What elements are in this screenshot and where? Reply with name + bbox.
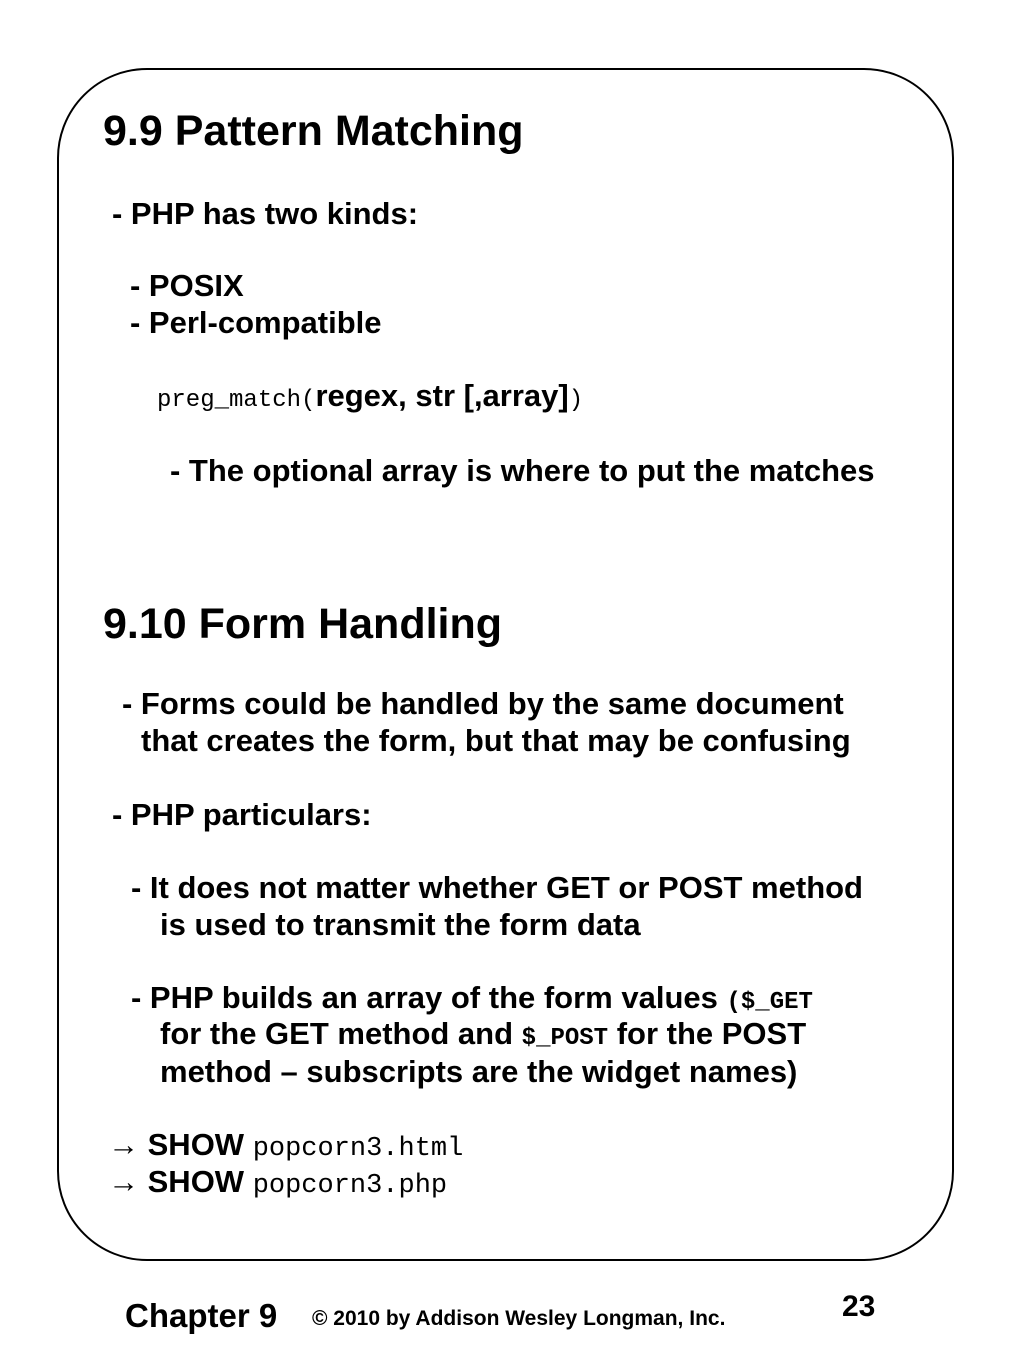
text-php-particulars: - PHP particulars:	[112, 797, 372, 832]
text-builds-array-line3: method – subscripts are the widget names)	[160, 1054, 798, 1089]
builds-array-text: - PHP builds an array of the form values	[131, 980, 727, 1015]
show-popcorn-html	[108, 1127, 463, 1164]
arrow-right-icon: →	[108, 1164, 139, 1199]
text-builds-array-line2	[160, 1016, 806, 1052]
show-label: SHOW	[147, 1164, 253, 1199]
heading-pattern-matching: 9.9 Pattern Matching	[103, 107, 524, 155]
show-popcorn-php	[108, 1164, 447, 1201]
text-optional-array: - The optional array is where to put the matches	[170, 453, 875, 488]
footer-copyright: © 2010 by Addison Wesley Longman, Inc.	[312, 1307, 726, 1330]
footer-chapter: Chapter 9	[125, 1297, 278, 1334]
get-method-text: for the GET method and	[160, 1016, 522, 1051]
preg-match-args: regex, str [,array]	[315, 378, 569, 413]
text-forms-line2: that creates the form, but that may be confusing	[141, 723, 851, 758]
preg-match-func: preg_match(	[157, 387, 316, 414]
text-php-two-kinds: - PHP has two kinds:	[112, 196, 419, 231]
footer-page-number: 23	[842, 1290, 876, 1323]
popcorn-php-file: popcorn3.php	[252, 1171, 448, 1201]
popcorn-html-file: popcorn3.html	[252, 1134, 464, 1164]
preg-match-close: )	[568, 387, 584, 414]
post-code: $_POST	[521, 1025, 609, 1052]
get-code: ($_GET	[726, 989, 813, 1016]
text-get-post-line2: is used to transmit the form data	[160, 907, 641, 942]
show-label: SHOW	[147, 1127, 253, 1162]
post-method-text: for the POST	[608, 1016, 807, 1051]
arrow-right-icon: →	[108, 1127, 139, 1162]
text-builds-array-line1	[131, 980, 813, 1016]
heading-form-handling: 9.10 Form Handling	[103, 600, 503, 648]
text-perl-compatible: - Perl-compatible	[130, 305, 382, 340]
text-get-post-line1: - It does not matter whether GET or POST method	[131, 870, 863, 905]
text-posix: - POSIX	[130, 268, 244, 303]
text-forms-line1: - Forms could be handled by the same document	[122, 686, 844, 721]
preg-match-signature	[157, 378, 583, 414]
